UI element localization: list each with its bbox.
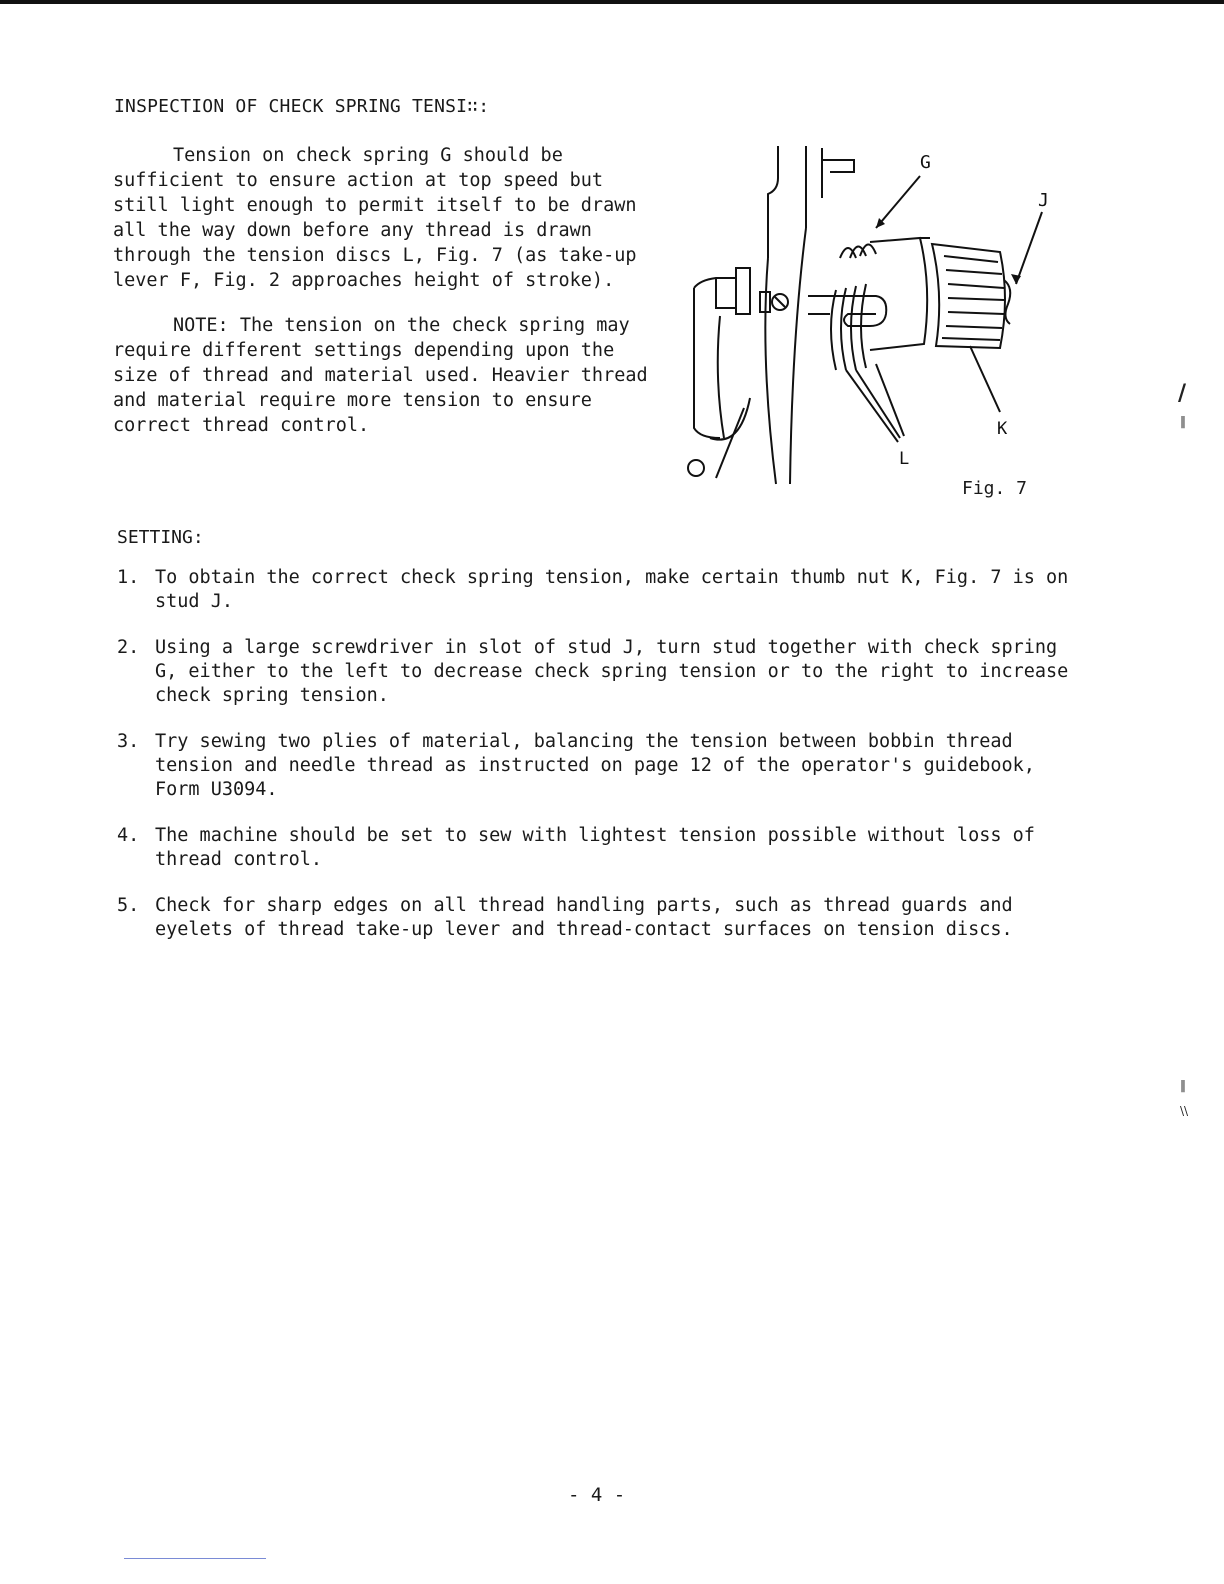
figure-caption: Fig. 7 [962,478,1028,499]
setting-steps [117,566,1077,964]
step-text: The machine should be set to sew with lightest tension possible without loss of thread control. [155,825,1035,870]
check-spring-figure [680,138,1050,508]
list-item [117,636,1077,708]
list-item [117,824,1077,872]
section-heading: INSPECTION OF CHECK SPRING TENSI∷: [114,96,490,117]
intro-text [113,143,658,458]
top-rule [0,0,1224,4]
step-number: 5. [117,895,140,916]
page-number: - 4 - [568,1484,626,1506]
note-paragraph: NOTE: The tension on the check spring may require different settings depending upon the size of thread and material used. Heavier thread and material require more tension to ensure correct thread control. [113,315,648,436]
label-g: G [920,152,931,173]
step-text: Try sewing two plies of material, balancing the tension between bobbin thread tension and needle thread as instructed on page 12 of the operator's guidebook, Form U3094. [155,731,1035,800]
step-number: 2. [117,637,140,658]
step-text: Check for sharp edges on all thread handling parts, such as thread guards and eyelets of thread take-up lever and thread-contact surfaces on tension discs. [155,895,1013,940]
margin-mark: / [1178,380,1187,406]
step-number: 3. [117,731,140,752]
setting-heading: SETTING: [117,527,204,548]
step-text: To obtain the correct check spring tension, make certain thumb nut K, Fig. 7 is on stud J. [155,567,1069,612]
list-item [117,730,1077,802]
margin-mark: ‖ [1180,414,1186,428]
label-j: J [1038,190,1049,211]
margin-mark: \\ [1180,1104,1189,1118]
bottom-rule [124,1558,266,1559]
label-k: K [997,419,1008,439]
step-number: 4. [117,825,140,846]
list-item [117,566,1077,614]
step-text: Using a large screwdriver in slot of stud J, turn stud together with check spring G, either to the left to decrease check spring tension or to the right to increase check spring tension. [155,637,1069,706]
list-item [117,894,1077,942]
margin-mark: ‖ [1180,1078,1186,1092]
step-number: 1. [117,567,140,588]
label-l: L [899,449,910,469]
intro-paragraph: Tension on check spring G should be sufficient to ensure action at top speed but still light enough to permit itself to be drawn all the way down before any thread is drawn through the tension discs L, Fig. 7 (as take-up lever F, Fig. 2 approaches height of stroke). [113,145,637,291]
